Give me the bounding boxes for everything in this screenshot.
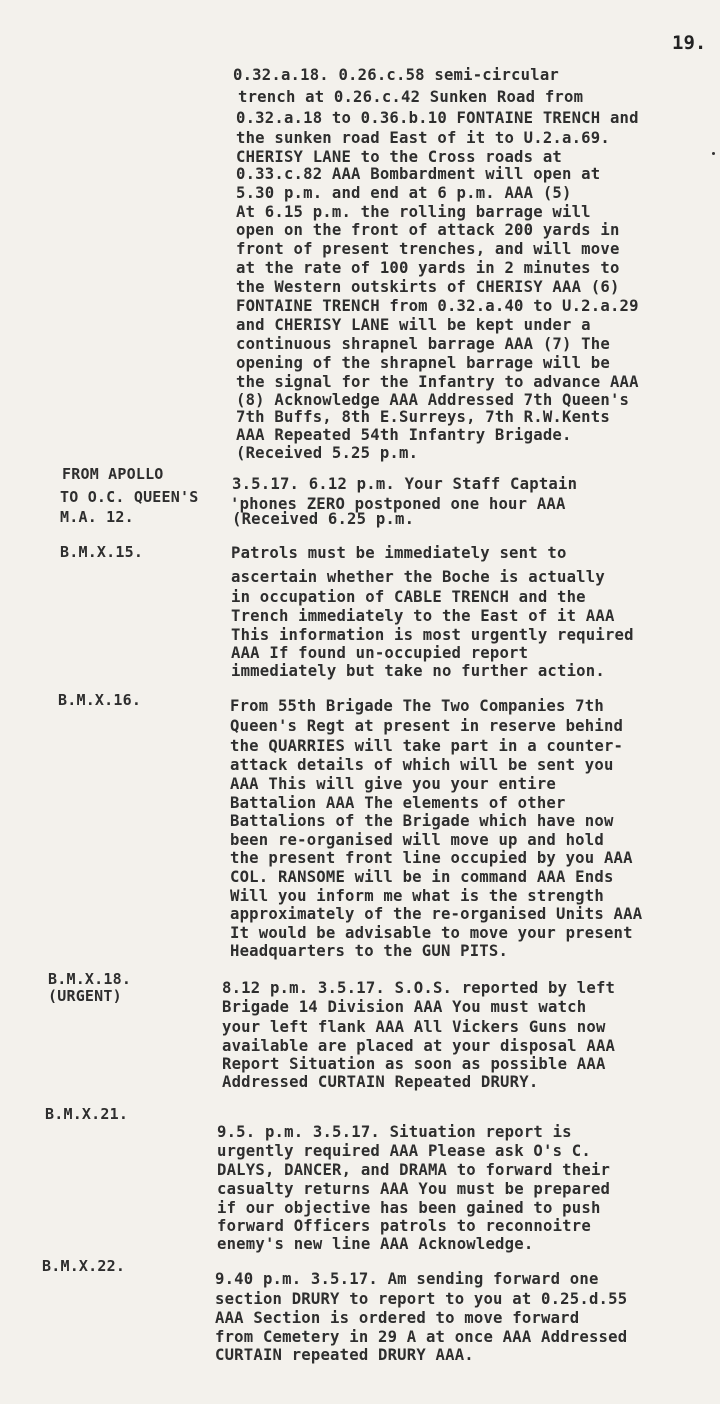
text-line: forward Officers patrols to reconnoitre [217,1217,591,1235]
text-line: attack details of which will be sent you [230,756,614,774]
text-line: CHERISY LANE to the Cross roads at [236,148,562,166]
text-line: front of present trenches, and will move [236,240,620,258]
text-line: available are placed at your disposal AAA [222,1037,616,1055]
text-line: COL. RANSOME will be in command AAA Ends [230,868,614,886]
text-line: 0.32.a.18. 0.26.c.58 semi-circular [233,66,559,84]
text-line: Battalions of the Brigade which have now [230,812,614,830]
message-label: (URGENT) [48,987,122,1005]
text-line: Patrols must be immediately sent to [231,544,567,562]
text-line: (Received 6.25 p.m. [232,510,415,528]
text-line: Queen's Regt at present in reserve behind [230,717,624,735]
text-line: your left flank AAA All Vickers Guns now [222,1018,606,1036]
text-line: AAA This will give you your entire [230,775,556,793]
text-line: urgently required AAA Please ask O's C. [217,1142,591,1160]
text-line: From 55th Brigade The Two Companies 7th [230,697,604,715]
text-line: the QUARRIES will take part in a counter- [230,737,624,755]
margin-mark [712,152,715,155]
text-line: 9.40 p.m. 3.5.17. Am sending forward one [215,1270,599,1288]
text-line: (8) Acknowledge AAA Addressed 7th Queen's [236,391,630,409]
text-line: the sunken road East of it to U.2.a.69. [236,129,610,147]
message-label: B.M.X.16. [58,691,142,709]
text-line: 7th Buffs, 8th E.Surreys, 7th R.W.Kents [236,408,610,426]
text-line: CURTAIN repeated DRURY AAA. [215,1346,474,1364]
text-line: the signal for the Infantry to advance AAA [236,373,639,391]
text-line: 9.5. p.m. 3.5.17. Situation report is [217,1123,572,1141]
message-label: B.M.X.21. [45,1105,129,1123]
text-line: It would be advisable to move your present [230,924,633,942]
text-line: DALYS, DANCER, and DRAMA to forward their [217,1161,611,1179]
text-line: Brigade 14 Division AAA You must watch [222,998,587,1016]
text-line: open on the front of attack 200 yards in [236,221,620,239]
message-label: TO O.C. QUEEN'S [60,488,199,506]
text-line: Trench immediately to the East of it AAA [231,607,615,625]
text-line: AAA Section is ordered to move forward [215,1309,580,1327]
text-line: casualty returns AAA You must be prepared [217,1180,611,1198]
text-line: Report Situation as soon as possible AAA [222,1055,606,1073]
text-line: Addressed CURTAIN Repeated DRURY. [222,1073,539,1091]
text-line: ascertain whether the Boche is actually [231,568,605,586]
text-line: (Received 5.25 p.m. [236,444,419,462]
text-line: the present front line occupied by you AAA [230,849,633,867]
text-line: 0.33.c.82 AAA Bombardment will open at [236,165,601,183]
text-line: 0.32.a.18 to 0.36.b.10 FONTAINE TRENCH and [236,109,639,127]
text-line: This information is most urgently required [231,626,634,644]
text-line: approximately of the re-organised Units AAA [230,905,643,923]
text-line: section DRURY to report to you at 0.25.d.55 [215,1290,628,1308]
text-line: opening of the shrapnel barrage will be [236,354,610,372]
text-line: been re-organised will move up and hold [230,831,604,849]
text-line: FONTAINE TRENCH from 0.32.a.40 to U.2.a.29 [236,297,639,315]
message-label: M.A. 12. [60,508,134,526]
text-line: Battalion AAA The elements of other [230,794,566,812]
text-line: continuous shrapnel barrage AAA (7) The [236,335,610,353]
text-line: at the rate of 100 yards in 2 minutes to [236,259,620,277]
text-line: the Western outskirts of CHERISY AAA (6) [236,278,620,296]
text-line: in occupation of CABLE TRENCH and the [231,588,586,606]
page-number: 19. [672,32,707,54]
text-line: 5.30 p.m. and end at 6 p.m. AAA (5) [236,184,572,202]
message-label: B.M.X.18. [48,970,132,988]
message-label: FROM APOLLO [62,465,164,483]
text-line: AAA If found un-occupied report [231,644,529,662]
text-line: 'phones ZERO postponed one hour AAA [230,495,566,513]
text-line: At 6.15 p.m. the rolling barrage will [236,203,591,221]
text-line: AAA Repeated 54th Infantry Brigade. [236,426,572,444]
text-line: Headquarters to the GUN PITS. [230,942,509,960]
text-line: if our objective has been gained to push [217,1199,601,1217]
text-line: Will you inform me what is the strength [230,887,604,905]
text-line: immediately but take no further action. [231,662,605,680]
text-line: 3.5.17. 6.12 p.m. Your Staff Captain [232,475,578,493]
text-line: 8.12 p.m. 3.5.17. S.O.S. reported by left [222,979,616,997]
text-line: enemy's new line AAA Acknowledge. [217,1235,534,1253]
message-label: B.M.X.22. [42,1257,126,1275]
message-label: B.M.X.15. [60,543,144,561]
text-line: and CHERISY LANE will be kept under a [236,316,591,334]
text-line: trench at 0.26.c.42 Sunken Road from [238,88,584,106]
text-line: from Cemetery in 29 A at once AAA Addressed [215,1328,628,1346]
